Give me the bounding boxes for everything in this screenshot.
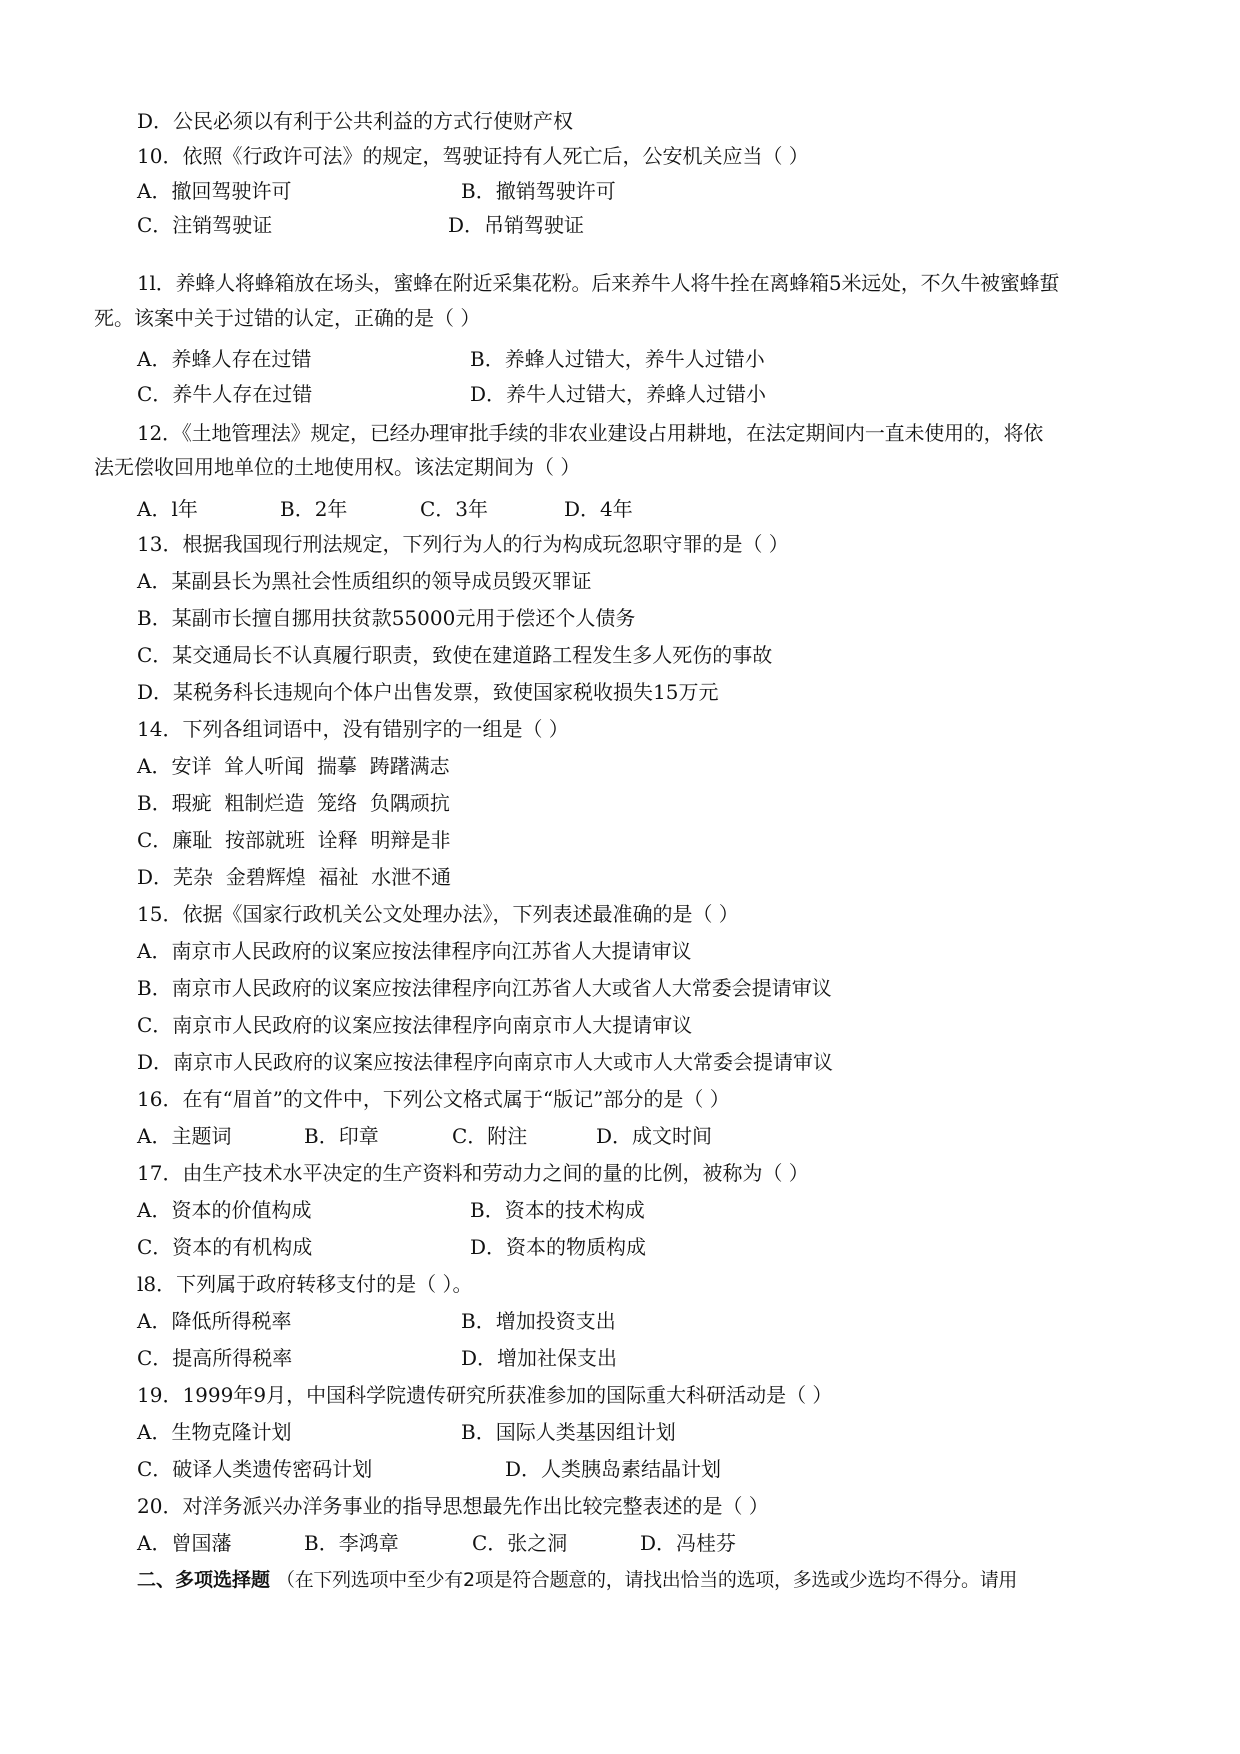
question-18-options-ab (0, 1306, 1240, 1336)
option-c: C．注销驾驶证 (137, 213, 273, 237)
question-text: 16．在有“眉首”的文件中，下列公文格式属于“版记”部分的是（ ） (137, 1087, 730, 1111)
question-text: 19．1999年9月，中国科学院遗传研究所获准参加的国际重大科研活动是（ ） (137, 1383, 833, 1407)
question-17-stem (0, 1158, 1240, 1188)
question-15-option-c (0, 1010, 1240, 1040)
question-12-stem-line-1 (0, 418, 1240, 448)
question-11-stem-line-2 (0, 303, 1240, 333)
option-b: B．2年 (280, 497, 348, 521)
question-19-options-ab (0, 1417, 1240, 1447)
question-text: 12．《土地管理法》规定，已经办理审批手续的非农业建设占用耕地，在法定期间内一直未使用的，将依 (137, 421, 1044, 445)
question-text: 法无偿收回用地单位的土地使用权。该法定期间为（ ） (94, 455, 581, 479)
option-b: B．国际人类基因组计划 (461, 1420, 676, 1444)
option-c: C．提高所得税率 (137, 1346, 293, 1370)
question-17-options-ab (0, 1195, 1240, 1225)
option-text: C．廉耻 按部就班 诠释 明辩是非 (137, 828, 451, 852)
option-text: D．公民必须以有利于公共利益的方式行使财产权 (137, 109, 574, 133)
option-a: A．撤回驾驶许可 (137, 179, 292, 203)
option-text: D．南京市人民政府的议案应按法律程序向南京市人大或市人大常委会提请审议 (137, 1050, 834, 1074)
option-text: B．南京市人民政府的议案应按法律程序向江苏省人大或省人大常委会提请审议 (137, 976, 832, 1000)
question-16-stem (0, 1084, 1240, 1114)
question-18-stem (0, 1269, 1240, 1299)
question-text: 死。该案中关于过错的认定，正确的是（ ） (94, 306, 481, 330)
question-15-option-d (0, 1047, 1240, 1077)
option-d: D．资本的物质构成 (470, 1235, 647, 1259)
option-c: C．张之洞 (472, 1531, 568, 1555)
option-b: B．印章 (304, 1124, 379, 1148)
question-13-option-d (0, 677, 1240, 707)
question-20-options (0, 1528, 1240, 1558)
question-9-option-d (0, 106, 1240, 136)
question-10-options-ab (0, 176, 1240, 206)
option-text: D．某税务科长违规向个体户出售发票，致使国家税收损失15万元 (137, 680, 719, 704)
option-a: A．生物克隆计划 (137, 1420, 292, 1444)
question-12-options (0, 494, 1240, 524)
question-text: 20．对洋务派兴办洋务事业的指导思想最先作出比较完整表述的是（ ） (137, 1494, 769, 1518)
question-10-stem (0, 141, 1240, 171)
question-text: 17．由生产技术水平决定的生产资料和劳动力之间的量的比例，被称为（ ） (137, 1161, 809, 1185)
option-text: B．某副市长擅自挪用扶贫款55000元用于偿还个人债务 (137, 606, 636, 630)
question-19-options-cd (0, 1454, 1240, 1484)
option-b: B．增加投资支出 (461, 1309, 616, 1333)
question-text: 10．依照《行政许可法》的规定，驾驶证持有人死亡后，公安机关应当（ ） (137, 144, 809, 168)
option-c: C．附注 (452, 1124, 528, 1148)
option-a: A．降低所得税率 (137, 1309, 292, 1333)
question-11-stem-line-1 (0, 268, 1240, 298)
option-d: D．养牛人过错大，养蜂人过错小 (470, 382, 767, 406)
question-11-options-ab (0, 344, 1240, 374)
question-text: l8．下列属于政府转移支付的是（ ）。 (137, 1272, 473, 1296)
option-d: D．4年 (564, 497, 633, 521)
question-13-stem (0, 529, 1240, 559)
section-heading (0, 1565, 1240, 1595)
option-a: A．主题词 (137, 1124, 232, 1148)
question-19-stem (0, 1380, 1240, 1410)
option-text: A．某副县长为黑社会性质组织的领导成员毁灭罪证 (137, 569, 592, 593)
question-20-stem (0, 1491, 1240, 1521)
section-title: 二、多项选择题 (137, 1569, 271, 1591)
option-d: D．吊销驾驶证 (448, 213, 585, 237)
question-text: 13．根据我国现行刑法规定，下列行为人的行为构成玩忽职守罪的是（ ） (137, 532, 789, 556)
option-text: D．芜杂 金碧辉煌 福祉 水泄不通 (137, 865, 452, 889)
question-16-options (0, 1121, 1240, 1151)
question-text: 14．下列各组词语中，没有错别字的一组是（ ） (137, 717, 569, 741)
question-11-options-cd (0, 379, 1240, 409)
question-14-option-b (0, 788, 1240, 818)
option-d: D．成文时间 (596, 1124, 713, 1148)
option-a: A．养蜂人存在过错 (137, 347, 312, 371)
question-12-stem-line-2 (0, 452, 1240, 482)
option-text: C．某交通局长不认真履行职责，致使在建道路工程发生多人死伤的事故 (137, 643, 773, 667)
option-d: D．人类胰岛素结晶计划 (505, 1457, 722, 1481)
question-15-option-a (0, 936, 1240, 966)
option-text: B．瑕疵 粗制烂造 笼络 负隅顽抗 (137, 791, 450, 815)
question-text: 15．依据《国家行政机关公文处理办法》，下列表述最准确的是（ ） (137, 902, 739, 926)
question-14-stem (0, 714, 1240, 744)
option-d: D．冯桂芬 (640, 1531, 737, 1555)
question-text: 1l．养蜂人将蜂箱放在场头，蜜蜂在附近采集花粉。后来养牛人将牛拴在离蜂箱5米远处，不久牛被蜜蜂蜇 (137, 271, 1060, 295)
option-c: C．3年 (420, 497, 489, 521)
question-17-options-cd (0, 1232, 1240, 1262)
option-text: A．南京市人民政府的议案应按法律程序向江苏省人大提请审议 (137, 939, 692, 963)
question-13-option-c (0, 640, 1240, 670)
option-a: A．l年 (137, 497, 198, 521)
option-text: C．南京市人民政府的议案应按法律程序向南京市人大提请审议 (137, 1013, 693, 1037)
question-13-option-b (0, 603, 1240, 633)
option-c: C．破译人类遗传密码计划 (137, 1457, 373, 1481)
section-note: （在下列选项中至少有2项是符合题意的，请找出恰当的选项，多选或少选均不得分。请用 (276, 1569, 1018, 1591)
option-b: B．资本的技术构成 (470, 1198, 645, 1222)
question-15-option-b (0, 973, 1240, 1003)
option-text: A．安详 耸人听闻 揣摹 踌躇满志 (137, 754, 450, 778)
question-10-options-cd (0, 210, 1240, 240)
option-c: C．养牛人存在过错 (137, 382, 313, 406)
option-b: B．养蜂人过错大，养牛人过错小 (470, 347, 765, 371)
option-c: C．资本的有机构成 (137, 1235, 313, 1259)
question-14-option-a (0, 751, 1240, 781)
option-d: D．增加社保支出 (461, 1346, 618, 1370)
option-b: B．撤销驾驶许可 (461, 179, 616, 203)
option-a: A．曾国藩 (137, 1531, 232, 1555)
question-15-stem (0, 899, 1240, 929)
question-14-option-d (0, 862, 1240, 892)
option-b: B．李鸿章 (304, 1531, 399, 1555)
option-a: A．资本的价值构成 (137, 1198, 312, 1222)
question-14-option-c (0, 825, 1240, 855)
question-13-option-a (0, 566, 1240, 596)
question-18-options-cd (0, 1343, 1240, 1373)
